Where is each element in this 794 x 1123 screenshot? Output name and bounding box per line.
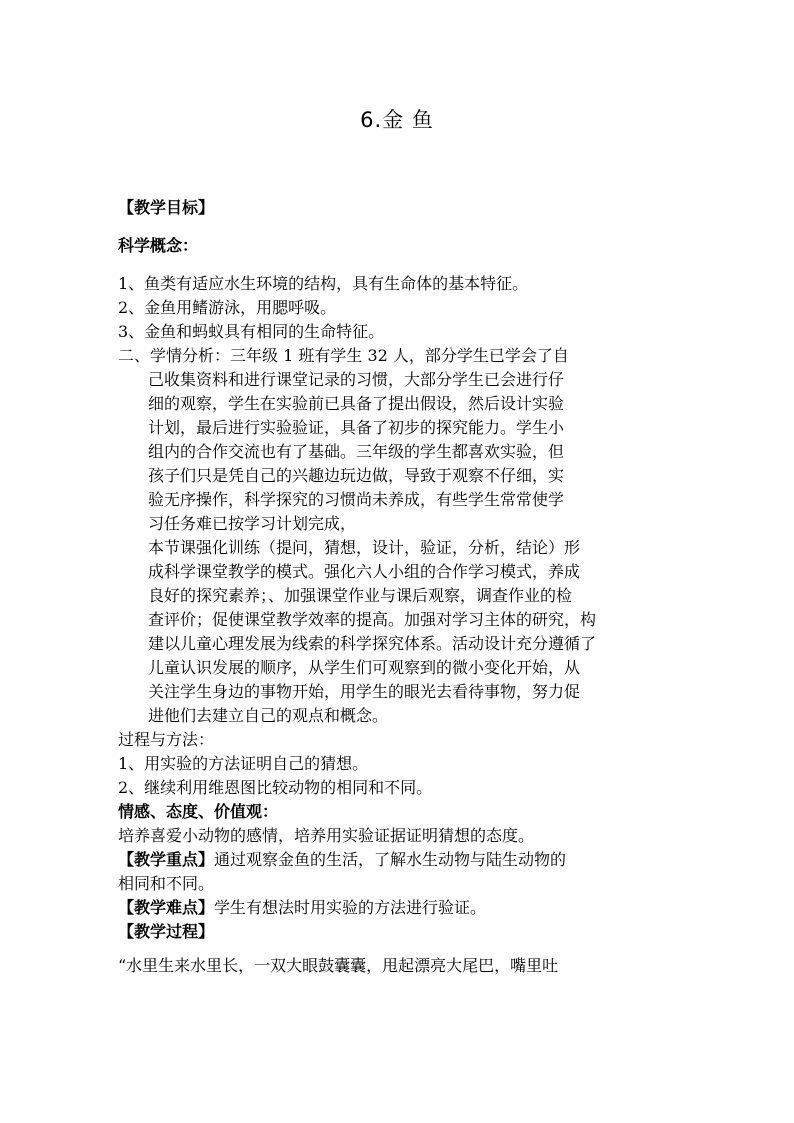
analysis-first-line: 二、学情分析：三年级 1 班有学生 32 人，部分学生已学会了自 [118, 346, 569, 365]
document-title: 6.金 鱼 [360, 108, 434, 132]
analysis-line: 关注学生身边的事物开始，用学生的眼光去看待事物，努力促 [148, 682, 581, 701]
difficulty-label: 【教学难点】 [118, 898, 215, 917]
analysis-line: 验无序操作，科学探究的习惯尚未养成，有些学生常常使学 [148, 490, 565, 509]
difficulty-text: 学生有想法时用实验的方法进行验证。 [214, 898, 487, 917]
list-item: 2、继续利用维恩图比较动物的相同和不同。 [118, 778, 433, 797]
key-point-label: 【教学重点】 [118, 850, 215, 869]
analysis-line: 查评价；促使课堂教学效率的提高。加强对学习主体的研究，构 [148, 610, 597, 629]
analysis-line: 习任务难已按学习计划完成， [148, 514, 357, 533]
objectives-heading: 【教学目标】 [118, 198, 215, 217]
analysis-line: 进他们去建立自己的观点和概念。 [148, 706, 389, 725]
document-body [118, 196, 683, 978]
key-point-text: 通过观察金鱼的生活，了解水生动物与陆生动物的 [214, 850, 567, 869]
list-item: 3、金鱼和蚂蚁具有相同的生命特征。 [118, 322, 385, 341]
analysis-line: 细的观察，学生在实验前已具备了提出假设，然后设计实验 [148, 394, 565, 413]
list-item: 2、金鱼用鳍游泳，用腮呼吸。 [118, 298, 337, 317]
analysis-line: 本节课强化训练（提问，猜想，设计，验证，分析，结论）形 [148, 538, 581, 557]
analysis-body [118, 368, 683, 728]
process-heading: 过程与方法： [118, 730, 215, 749]
analysis-line: 计划，最后进行实验验证，具备了初步的探究能力。学生小 [148, 418, 565, 437]
attitude-text: 培养喜爱小动物的感情，培养用实验证据证明猜想的态度。 [118, 826, 535, 845]
procedure-first-line: “水里生来水里长，一双大眼鼓囊囊，甩起漂亮大尾巴，嘴里吐 [118, 956, 559, 975]
list-item: 1、鱼类有适应水生环境的结构，具有生命体的基本特征。 [118, 274, 529, 293]
analysis-line: 孩子们只是凭自己的兴趣边玩边做，导致于观察不仔细，实 [148, 466, 565, 485]
analysis-section [118, 344, 683, 728]
attitude-heading: 情感、态度、价值观： [118, 802, 279, 821]
concept-list [118, 272, 683, 344]
key-point-continuation: 相同和不同。 [118, 874, 215, 893]
analysis-line: 儿童认识发展的顺序，从学生们可观察到的微小变化开始，从 [148, 658, 581, 677]
difficulty [118, 896, 683, 920]
concept-heading: 科学概念： [118, 236, 199, 255]
analysis-line: 成科学课堂教学的模式。强化六人小组的合作学习模式，养成 [148, 562, 581, 581]
analysis-line: 建以儿童心理发展为线索的科学探究体系。活动设计充分遵循了 [148, 634, 597, 653]
analysis-line: 己收集资料和进行课堂记录的习惯，大部分学生已会进行仔 [148, 370, 565, 389]
list-item: 1、用实验的方法证明自己的猜想。 [118, 754, 369, 773]
analysis-line: 组内的合作交流也有了基础。三年级的学生都喜欢实验，但 [148, 442, 565, 461]
analysis-line: 良好的探究素养；、加强课堂作业与课后观察，调查作业的检 [148, 586, 573, 605]
procedure-heading: 【教学过程】 [118, 922, 215, 941]
key-point [118, 848, 683, 872]
